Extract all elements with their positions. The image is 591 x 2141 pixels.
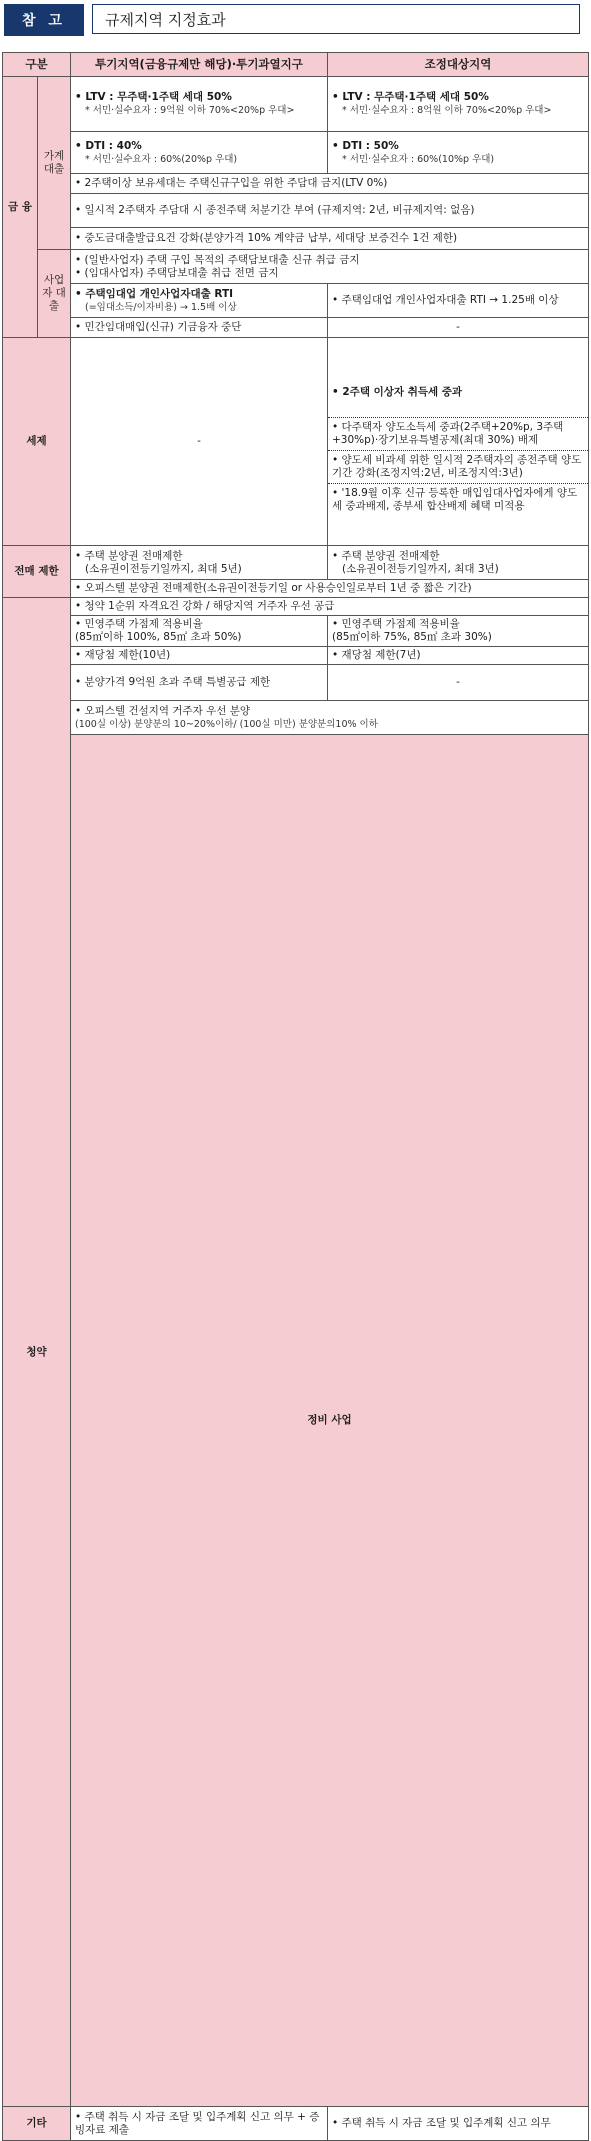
category-tax: 세제: [3, 338, 71, 546]
category-redevelopment: 정비 사업: [71, 735, 589, 2107]
section-header: [4, 4, 581, 36]
reference-tag: 참 고: [4, 4, 84, 36]
cell-first-priority: • 청약 1순위 자격요건 강화 / 해당지역 거주자 우선 공급: [71, 598, 589, 616]
cell-officetel-priority: • 오피스텔 건설지역 거주자 우선 분양 (100실 이상) 분양분의 10~20%이하/ (100실 미만) 분양분의10% 이하: [71, 701, 589, 735]
cell-private-rental-adjustment: -: [328, 318, 589, 338]
table-header-row: [3, 53, 589, 77]
cell-officetel-resale: • 오피스텔 분양권 전매제한(소유권이전등기일 or 사용승인일로부터 1년 중 짧은 기간): [71, 580, 589, 598]
list-item: • 양도세 비과세 위한 일시적 2주택자의 종전주택 양도기간 강화(조정지역:2년, 비조정지역:3년): [328, 451, 588, 484]
col-header-category: 구분: [3, 53, 71, 77]
cell-temporary-two-homes: • 일시적 2주택자 주담대 시 종전주택 처분기간 부여 (규제지역: 2년, 비규제지역: 없음): [71, 194, 589, 228]
cell-dti-adjustment: • DTI : 50% * 서민·실수요자 : 60%(10%p 우대): [328, 132, 589, 174]
col-header-adjustment: 조정대상지역: [328, 53, 589, 77]
col-header-speculation: 투기지역(금융규제만 해당)·투기과열지구: [71, 53, 328, 77]
cell-resale-speculation: • 주택 분양권 전매제한 (소유권이전등기일까지, 최대 5년): [71, 546, 328, 580]
category-subscription: 청약: [3, 598, 71, 2107]
list-item: • 2주택 이상자 취득세 중과: [328, 368, 588, 418]
cell-point-system-adjustment: • 민영주택 가점제 적용비율 (85㎡이하 75%, 85㎡ 초과 30%): [328, 616, 589, 647]
cell-rewin-adjustment: • 재당첨 제한(7년): [328, 647, 589, 665]
cell-business-loan-rules: • (일반사업자) 주택 구입 목적의 주택담보대출 신규 취급 금지 • (임대사업자) 주택담보대출 취급 전면 금지: [71, 250, 589, 284]
cell-multi-home-ban: • 2주택이상 보유세대는 주택신규구입을 위한 주담대 금지(LTV 0%): [71, 174, 589, 194]
list-item: • 다주택자 양도소득세 중과(2주택+20%p, 3주택+30%p)·장기보유특별공제(최대 30%) 배제: [328, 418, 588, 451]
cell-dti-speculation: • DTI : 40% * 서민·실수요자 : 60%(20%p 우대): [71, 132, 328, 174]
cell-special-supply: • 분양가격 9억원 초과 주택 특별공급 제한: [71, 665, 328, 701]
cell-special-supply-adjustment: -: [328, 665, 589, 701]
cell-rti-adjustment: • 주택임대업 개인사업자대출 RTI → 1.25배 이상: [328, 284, 589, 318]
cell-ltv-adjustment: • LTV : 무주택·1주택 세대 50% * 서민·실수요자 : 8억원 이하 70%<20%p 우대>: [328, 77, 589, 132]
subcategory-business-loan: 사업자 대출: [38, 250, 71, 338]
document-title: 규제지역 지정효과: [92, 4, 580, 34]
cell-rti-speculation: • 주택임대업 개인사업자대출 RTI (=임대소득/이자비용) → 1.5배 이상: [71, 284, 328, 318]
cell-rewin-speculation: • 재당첨 제한(10년): [71, 647, 328, 665]
list-item: • '18.9월 이후 신규 등록한 매입임대사업자에게 양도세 중과배제, 종부세 합산배제 혜택 미적용: [332, 486, 578, 512]
cell-private-rental: • 민간임대매입(신규) 기금융자 중단: [71, 318, 328, 338]
cell-etc-adjustment: • 주택 취득 시 자금 조달 및 입주계획 신고 의무: [328, 2107, 589, 2141]
subcategory-household-loan: 가계 대출: [38, 77, 71, 250]
cell-point-system-speculation: • 민영주택 가점제 적용비율 (85㎡이하 100%, 85㎡ 초과 50%): [71, 616, 328, 647]
cell-interim-payment-loan: • 중도금대출발급요건 강화(분양가격 10% 계약금 납부, 세대당 보증건수 1건 제한): [71, 228, 589, 250]
cell-tax-speculation: -: [71, 338, 328, 546]
category-resale: 전매 제한: [3, 546, 71, 598]
cell-etc-speculation: • 주택 취득 시 자금 조달 및 입주계획 신고 의무 + 증빙자료 제출: [71, 2107, 328, 2141]
cell-tax-adjustment: [328, 338, 589, 546]
category-finance: 금 융: [3, 77, 38, 338]
cell-resale-adjustment: • 주택 분양권 전매제한 (소유권이전등기일까지, 최대 3년): [328, 546, 589, 580]
cell-ltv-speculation: • LTV : 무주택·1주택 세대 50% * 서민·실수요자 : 9억원 이하 70%<20%p 우대>: [71, 77, 328, 132]
category-etc: 기타: [3, 2107, 71, 2141]
regulation-table: [2, 52, 589, 2141]
